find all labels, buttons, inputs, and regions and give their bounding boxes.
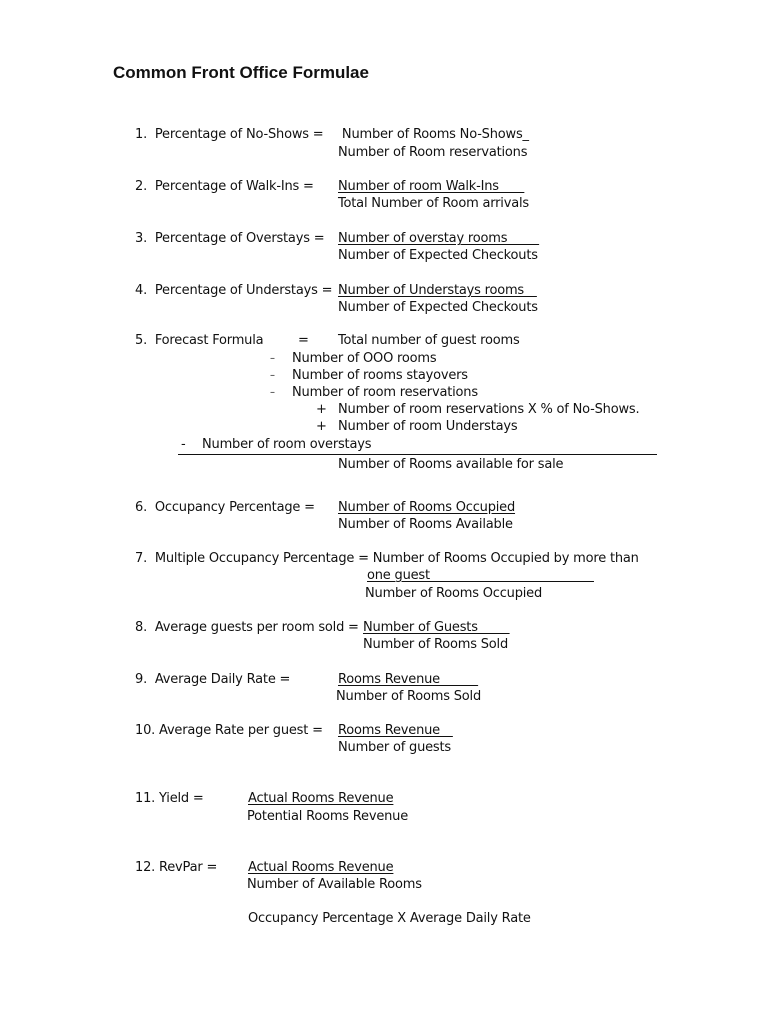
- minus-sign: –: [270, 387, 275, 398]
- formula-5-subtract-4: Number of room overstays: [202, 437, 372, 452]
- plus-sign: +: [316, 402, 327, 417]
- dash-sign: -: [181, 437, 186, 452]
- formula-7-numerator-cont: one guest__________________________: [367, 568, 594, 583]
- formula-5-subtract-1: Number of OOO rooms: [292, 351, 437, 366]
- minus-sign: –: [270, 353, 275, 364]
- formula-5-equals: =: [298, 333, 309, 348]
- formula-11-numerator: Actual Rooms Revenue: [248, 791, 394, 806]
- formula-9-denominator: Number of Rooms Sold: [336, 689, 482, 704]
- formula-5-subtract-3: Number of room reservations: [292, 385, 478, 400]
- formula-4-numerator: Number of Understays rooms__: [338, 283, 537, 298]
- minus-sign: –: [270, 370, 275, 381]
- formula-11-label: 11. Yield =: [135, 791, 204, 806]
- formula-5-add-1: Number of room reservations X % of No-Shows.: [338, 402, 640, 417]
- formula-8-numerator: Number of Guests_____: [363, 620, 510, 635]
- fraction-rule: [178, 454, 657, 455]
- formula-7-denominator: Number of Rooms Occupied: [365, 586, 543, 601]
- formula-2-denominator: Total Number of Room arrivals: [338, 196, 529, 211]
- formula-1-denominator: Number of Room reservations: [338, 145, 528, 160]
- formula-5-first-term: Total number of guest rooms: [338, 333, 520, 348]
- formula-12-alternative: Occupancy Percentage X Average Daily Rate: [248, 911, 531, 926]
- formula-12-label: 12. RevPar =: [135, 860, 218, 875]
- formula-5-result: Number of Rooms available for sale: [338, 457, 564, 472]
- formula-9-numerator: Rooms Revenue______: [338, 672, 478, 687]
- formula-8-denominator: Number of Rooms Sold: [363, 637, 509, 652]
- formula-10-denominator: Number of guests: [338, 740, 451, 755]
- formula-2-label: 2. Percentage of Walk-Ins =: [135, 179, 314, 194]
- formula-9-label: 9. Average Daily Rate =: [135, 672, 291, 687]
- formula-12-numerator: Actual Rooms Revenue: [248, 860, 394, 875]
- formula-1-numerator: Number of Rooms No-Shows_: [338, 127, 529, 142]
- formula-3-numerator: Number of overstay rooms_____: [338, 231, 539, 246]
- formula-6-label: 6. Occupancy Percentage =: [135, 500, 315, 515]
- formula-6-numerator: Number of Rooms Occupied: [338, 500, 516, 515]
- formula-8-label: 8. Average guests per room sold =: [135, 620, 359, 635]
- formula-4-denominator: Number of Expected Checkouts: [338, 300, 538, 315]
- formula-5-label: 5. Forecast Formula: [135, 333, 264, 348]
- formula-12-denominator: Number of Available Rooms: [247, 877, 422, 892]
- formula-10-numerator: Rooms Revenue__: [338, 723, 453, 738]
- formula-6-denominator: Number of Rooms Available: [338, 517, 513, 532]
- plus-sign: +: [316, 419, 327, 434]
- formula-7-label: 7. Multiple Occupancy Percentage = Number of Rooms Occupied by more than: [135, 551, 639, 566]
- page-title: Common Front Office Formulae: [113, 63, 369, 82]
- formula-5-add-2: Number of room Understays: [338, 419, 518, 434]
- formula-2-numerator: Number of room Walk-Ins____: [338, 179, 525, 194]
- formula-1-label: 1. Percentage of No-Shows =: [135, 127, 324, 142]
- formula-3-denominator: Number of Expected Checkouts: [338, 248, 538, 263]
- formula-3-label: 3. Percentage of Overstays =: [135, 231, 325, 246]
- formula-4-label: 4. Percentage of Understays =: [135, 283, 333, 298]
- formula-10-label: 10. Average Rate per guest =: [135, 723, 323, 738]
- formula-5-subtract-2: Number of rooms stayovers: [292, 368, 468, 383]
- formula-11-denominator: Potential Rooms Revenue: [247, 809, 409, 824]
